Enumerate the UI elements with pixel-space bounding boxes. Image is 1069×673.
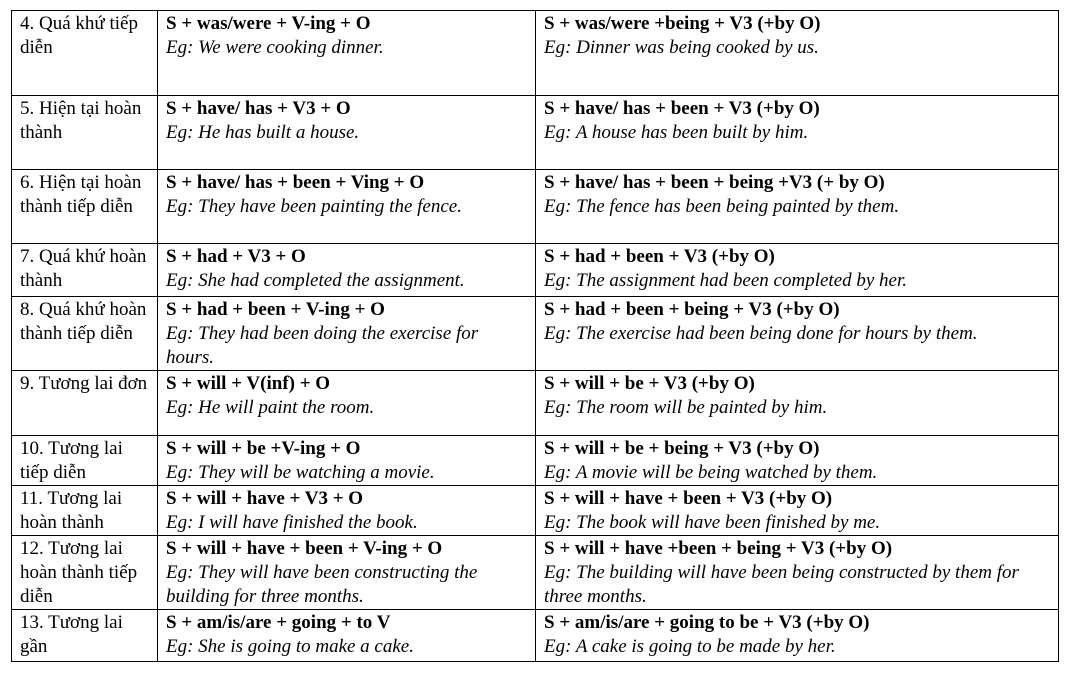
passive-cell (536, 536, 1059, 610)
passive-formula: S + have/ has + been + being +V3 (+ by O) (544, 172, 885, 193)
table-row (12, 297, 1059, 371)
tense-name: 6. Hiện tại hoàn thành tiếp diễn (20, 172, 142, 217)
passive-cell (536, 610, 1059, 662)
tense-cell (12, 610, 158, 662)
tense-passive-table (11, 10, 1059, 662)
active-cell (158, 536, 536, 610)
tense-cell (12, 486, 158, 536)
tense-name: 10. Tương lai tiếp diễn (20, 438, 123, 483)
active-cell (158, 11, 536, 96)
active-formula: S + am/is/are + going + to V (166, 612, 391, 633)
table-row (12, 371, 1059, 436)
active-formula: S + have/ has + been + Ving + O (166, 172, 425, 193)
active-formula: S + have/ has + V3 + O (166, 98, 351, 119)
tense-name: 7. Quá khứ hoàn thành (20, 246, 147, 291)
passive-cell (536, 244, 1059, 297)
passive-formula: S + was/were +being + V3 (+by O) (544, 13, 821, 34)
active-formula: S + will + be +V-ing + O (166, 438, 361, 459)
table-row (12, 244, 1059, 297)
active-cell (158, 244, 536, 297)
passive-cell (536, 11, 1059, 96)
passive-cell (536, 371, 1059, 436)
tense-name: 4. Quá khứ tiếp diễn (20, 13, 138, 58)
passive-formula: S + will + be + being + V3 (+by O) (544, 438, 820, 459)
active-formula: S + had + been + V-ing + O (166, 299, 385, 320)
passive-example: Eg: The assignment had been completed by her. (544, 270, 908, 291)
passive-formula: S + will + have +been + being + V3 (+by O) (544, 538, 893, 559)
tense-cell (12, 436, 158, 486)
passive-cell (536, 96, 1059, 170)
table-row (12, 170, 1059, 244)
active-cell (158, 371, 536, 436)
active-cell (158, 297, 536, 371)
active-example: Eg: She is going to make a cake. (166, 636, 414, 657)
table-row (12, 486, 1059, 536)
passive-example: Eg: A movie will be being watched by them. (544, 462, 878, 483)
tense-cell (12, 244, 158, 297)
passive-example: Eg: The fence has been being painted by them. (544, 196, 900, 217)
active-example: Eg: They had been doing the exercise for hours. (166, 323, 479, 368)
active-cell (158, 486, 536, 536)
active-example: Eg: They have been painting the fence. (166, 196, 462, 217)
tense-name: 5. Hiện tại hoàn thành (20, 98, 142, 143)
table-row (12, 536, 1059, 610)
passive-example: Eg: Dinner was being cooked by us. (544, 37, 819, 58)
passive-example: Eg: A cake is going to be made by her. (544, 636, 836, 657)
tense-cell (12, 170, 158, 244)
passive-example: Eg: A house has been built by him. (544, 122, 809, 143)
passive-formula: S + have/ has + been + V3 (+by O) (544, 98, 820, 119)
passive-cell (536, 297, 1059, 371)
passive-formula: S + will + be + V3 (+by O) (544, 373, 755, 394)
tense-name: 8. Quá khứ hoàn thành tiếp diễn (20, 299, 147, 344)
passive-example: Eg: The book will have been finished by me. (544, 512, 881, 533)
passive-cell (536, 486, 1059, 536)
active-cell (158, 436, 536, 486)
tense-cell (12, 11, 158, 96)
active-cell (158, 610, 536, 662)
passive-example: Eg: The building will have been being constructed by them for three months. (544, 562, 1019, 607)
active-example: Eg: We were cooking dinner. (166, 37, 384, 58)
active-example: Eg: He will paint the room. (166, 397, 375, 418)
passive-cell (536, 436, 1059, 486)
table-row (12, 436, 1059, 486)
passive-cell (536, 170, 1059, 244)
active-example: Eg: They will have been constructing the building for three months. (166, 562, 478, 607)
active-example: Eg: I will have finished the book. (166, 512, 418, 533)
table-row (12, 11, 1059, 96)
table-row (12, 610, 1059, 662)
tense-name: 12. Tương lai hoàn thành tiếp diễn (20, 538, 138, 607)
active-formula: S + will + have + been + V-ing + O (166, 538, 443, 559)
tense-cell (12, 297, 158, 371)
passive-formula: S + will + have + been + V3 (+by O) (544, 488, 833, 509)
passive-example: Eg: The exercise had been being done for hours by them. (544, 323, 978, 344)
active-formula: S + will + have + V3 + O (166, 488, 364, 509)
passive-formula: S + am/is/are + going to be + V3 (+by O) (544, 612, 870, 633)
passive-formula: S + had + been + being + V3 (+by O) (544, 299, 840, 320)
active-formula: S + was/were + V-ing + O (166, 13, 371, 34)
tense-cell (12, 96, 158, 170)
active-cell (158, 96, 536, 170)
active-example: Eg: She had completed the assignment. (166, 270, 465, 291)
passive-formula: S + had + been + V3 (+by O) (544, 246, 775, 267)
active-formula: S + will + V(inf) + O (166, 373, 331, 394)
tense-cell (12, 371, 158, 436)
active-formula: S + had + V3 + O (166, 246, 306, 267)
active-cell (158, 170, 536, 244)
active-example: Eg: He has built a house. (166, 122, 360, 143)
tense-name: 11. Tương lai hoàn thành (20, 488, 123, 533)
passive-example: Eg: The room will be painted by him. (544, 397, 828, 418)
table-row (12, 96, 1059, 170)
tense-name: 13. Tương lai gần (20, 612, 123, 657)
tense-cell (12, 536, 158, 610)
active-example: Eg: They will be watching a movie. (166, 462, 435, 483)
tense-name: 9. Tương lai đơn (20, 373, 148, 394)
